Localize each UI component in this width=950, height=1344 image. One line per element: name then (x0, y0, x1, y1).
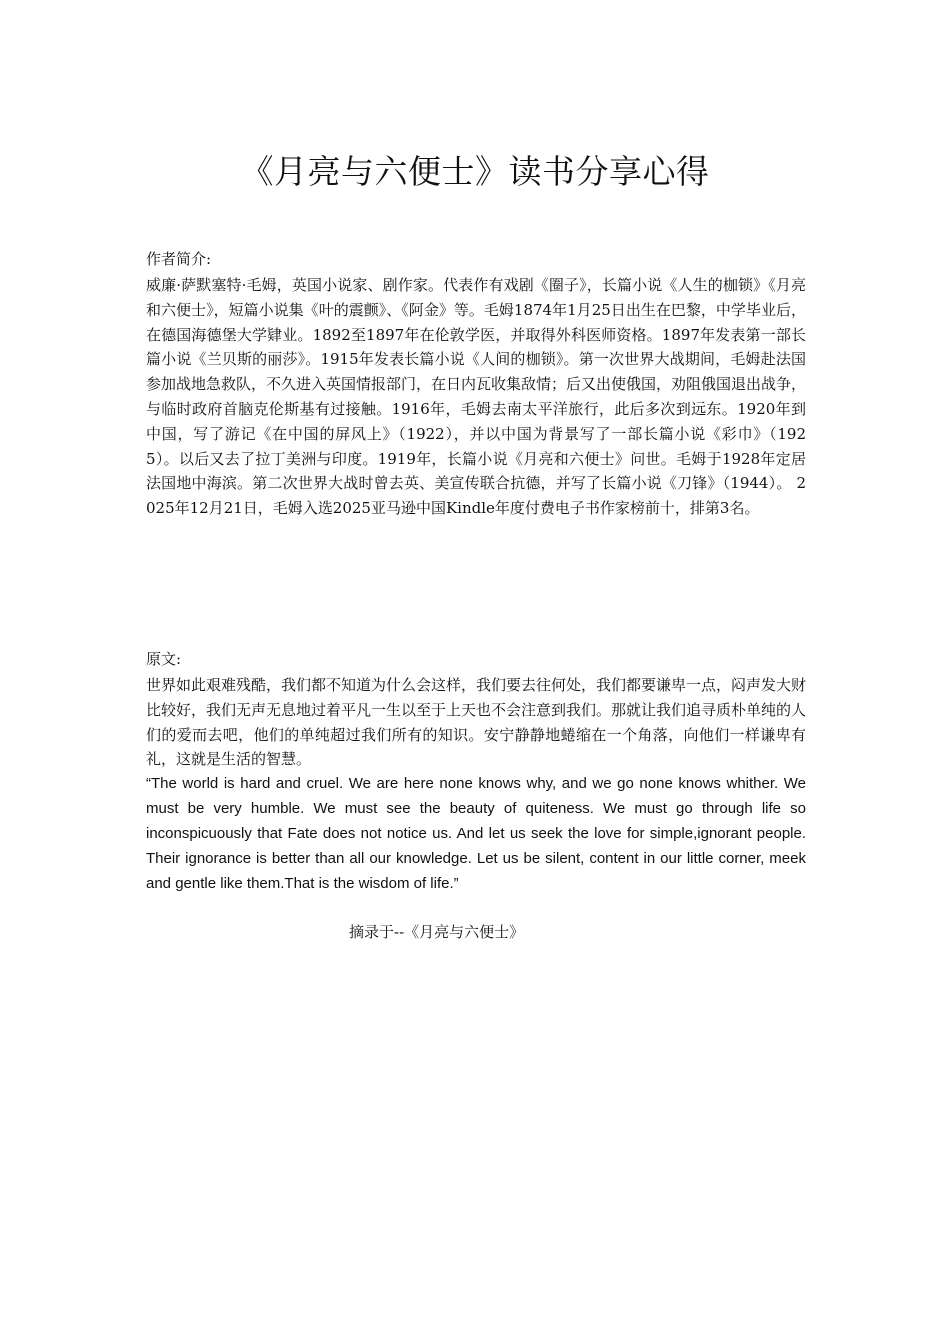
original-english-quote: “The world is hard and cruel. We are here none knows why, and we go none knows whither. We must be very humble. We must see the beauty of quiteness. We must go through life so inconspicuously that Fate does not notice us. And let us seek the love for simple,ignorant people. Their ignorance is better than all our knowledge. Let us be silent, content in our little corner, meek and gentle like them.That is the wisdom of life.” (146, 775, 806, 892)
excerpt-source-line: 摘录于--《月亮与六便士》 (349, 923, 525, 941)
original-section-label: 原文: (146, 650, 182, 668)
document-title: 《月亮与六便士》读书分享心得 (240, 152, 710, 192)
author-bio-paragraph: 威廉·萨默塞特·毛姆，英国小说家、剧作家。代表作有戏剧《圈子》，长篇小说《人生的枷锁》《月亮和六便士》，短篇小说集《叶的震颤》、《阿金》等。毛姆1874年1月25日出生在巴黎，中学毕业后，在德国海德堡大学肄业。1892至1897年在伦敦学医，并取得外科医师资格。1897年发表第一部长篇小说《兰贝斯的丽莎》。1915年发表长篇小说《人间的枷锁》。第一次世界大战期间，毛姆赴法国参加战地急救队，不久进入英国情报部门，在日内瓦收集敌情；后又出使俄国，劝阻俄国退出战争，与临时政府首脑克伦斯基有过接触。1916年，毛姆去南太平洋旅行，此后多次到远东。1920年到中国，写了游记《在中国的屏风上》（1922），并以中国为背景写了一部长篇小说《彩巾》（1925）。以后又去了拉丁美洲与印度。1919年，长篇小说《月亮和六便士》问世。毛姆于1928年定居法国地中海滨。第二次世界大战时曾去英、美宣传联合抗德，并写了长篇小说《刀锋》（1944）。 2025年12月21日，毛姆入选2025亚马逊中国Kindle年度付费电子书作家榜前十，排第3名。 (146, 276, 807, 518)
original-chinese-paragraph: 世界如此艰难残酷，我们都不知道为什么会这样，我们要去往何处，我们都要谦卑一点，闷声发大财比较好，我们无声无息地过着平凡一生以至于上天也不会注意到我们。那就让我们追寻质朴单纯的人们的爱而去吧，他们的单纯超过我们所有的知识。安宁静静地蜷缩在一个角落，向他们一样谦卑有礼，这就是生活的智慧。 (146, 676, 807, 769)
author-section-label: 作者简介: (146, 250, 212, 268)
